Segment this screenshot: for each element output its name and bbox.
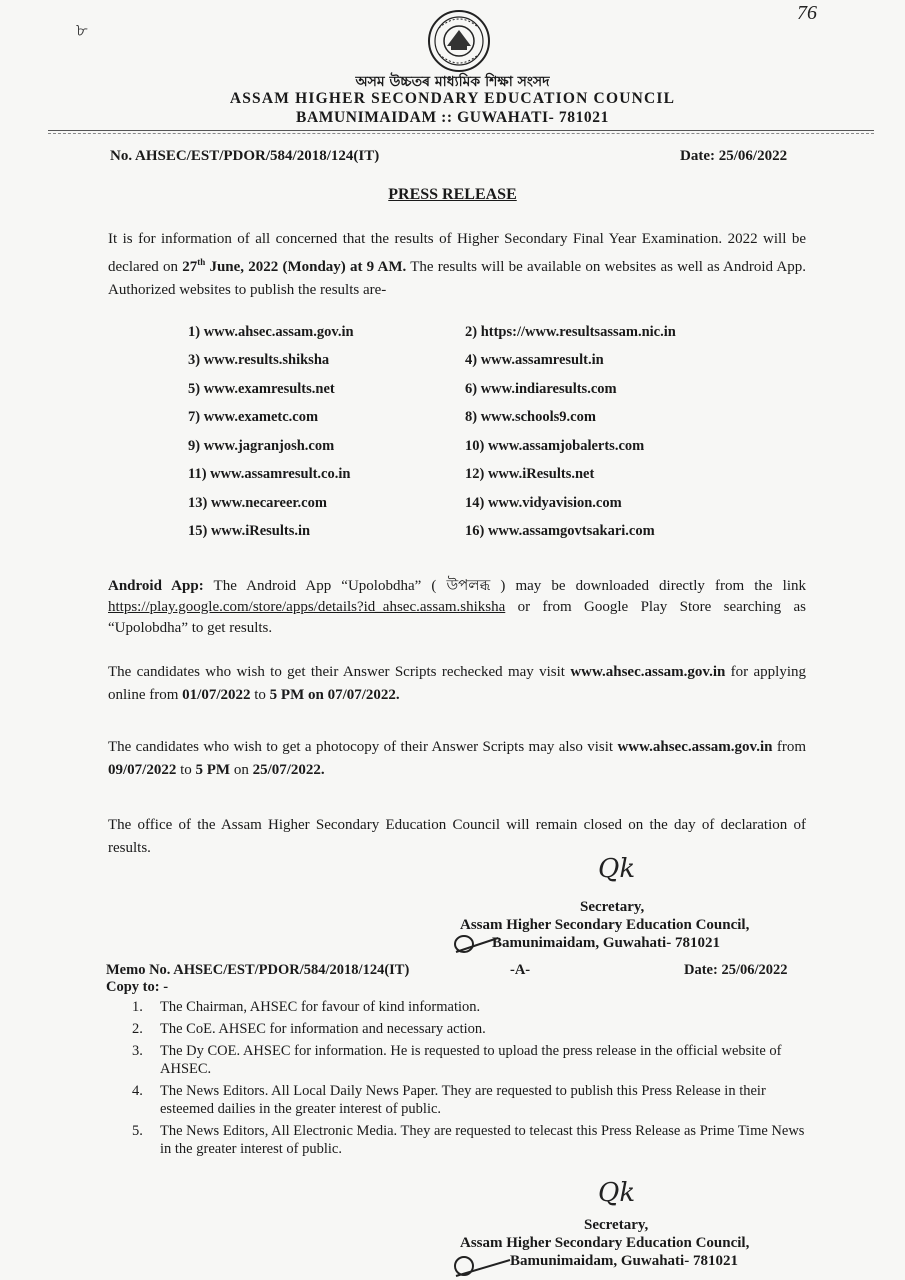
copy-to-list — [132, 998, 812, 1162]
office-seal-scribble-icon — [452, 930, 500, 956]
office-seal-scribble-icon-2 — [452, 1250, 512, 1278]
council-name: ASSAM HIGHER SECONDARY EDUCATION COUNCIL — [229, 90, 676, 107]
document-title: PRESS RELEASE — [388, 186, 517, 203]
signatory-title: Secretary, — [580, 899, 645, 915]
list-item: 5. The News Editors, All Electronic Media. They are requested to telecast this Press Release as Prime Time News in the greater interest of public. — [132, 1123, 805, 1157]
memo-number: Memo No. AHSEC/EST/PDOR/584/2018/124(IT) — [106, 962, 410, 978]
signatory-address: Bamunimaidam, Guwahati- 781021 — [492, 935, 720, 951]
council-name-bengali: অসম উচ্চতৰ মাধ্যমিক শিক্ষা সংসদ — [355, 74, 550, 90]
list-item: 7) www.exametc.com 8) www.schools9.com — [188, 409, 596, 426]
play-store-link[interactable]: https://play.google.com/store/apps/details?id_ahsec.assam.shiksha — [108, 599, 506, 615]
list-item: 9) www.jagranjosh.com 10) www.assamjobalerts.com — [188, 437, 645, 454]
list-item: 3. The Dy COE. AHSEC for information. He is requested to upload the press release in the official website of AHSEC. — [132, 1043, 782, 1077]
memo-date: Date: 25/06/2022 — [684, 962, 788, 978]
list-item: 5) www.examresults.net 6) www.indiaresults.com — [188, 380, 617, 397]
reference-number: No. AHSEC/EST/PDOR/584/2018/124(IT) — [110, 148, 380, 164]
header-divider-dashed — [48, 133, 874, 134]
recheck-paragraph: The candidates who wish to get their Answer Scripts rechecked may visit www.ahsec.assam.gov.in for applying online from 01/07/2022 to 5 PM on 07/07/2022. — [108, 664, 807, 703]
closure-paragraph: The office of the Assam Higher Secondary Education Council will remain closed on the day of declaration of results. — [108, 817, 806, 856]
signature-mark: Qk — [598, 854, 636, 884]
list-item: 1. The Chairman, AHSEC for favour of kind information. — [132, 999, 481, 1015]
list-item: 1) www.ahsec.assam.gov.in 2) https://www.resultsassam.nic.in — [188, 323, 676, 340]
list-item: 4. The News Editors. All Local Daily News Paper. They are requested to publish this Press Release in their esteemed dailies in the greater interest of public. — [132, 1083, 766, 1117]
handwritten-mark: ৮ — [76, 20, 88, 40]
signature-mark-2: Qk — [598, 1178, 636, 1208]
android-app-paragraph: Android App: The Android App “Upolobdha” ( উপলব্ধ ) may be downloaded directly from the link https://play.google.com/store/apps/details?id_ahsec.assam.shiksha or from Google Play Store searching as “Upolobdha” to get results. — [108, 578, 806, 636]
handwritten-page-number: 76 — [797, 2, 817, 24]
issue-date: Date: 25/06/2022 — [680, 148, 788, 164]
list-item: 13) www.necareer.com 14) www.vidyavision.com — [188, 494, 622, 511]
signatory-office: Assam Higher Secondary Education Council, — [460, 917, 750, 933]
signatory-address-2: Bamunimaidam, Guwahati- 781021 — [510, 1253, 738, 1269]
signature-block — [460, 898, 800, 952]
memo-separator: -A- — [510, 962, 531, 978]
list-item: 15) www.iResults.in 16) www.assamgovtsakari.com — [188, 523, 655, 540]
list-item: 3) www.results.shiksha 4) www.assamresult.in — [188, 352, 604, 369]
council-emblem-icon — [425, 8, 493, 74]
copy-to-label: Copy to: - — [106, 979, 169, 995]
authorized-websites-list — [188, 318, 748, 546]
list-item: 2. The CoE. AHSEC for information and necessary action. — [132, 1021, 486, 1037]
intro-paragraph: It is for information of all concerned that the results of Higher Secondary Final Year Examination. 2022 will be declared on 27th June, 2022 (Monday) at 9 AM. The results will be available on websites as well as Android App. Authorized websites to publish the results are- — [108, 231, 807, 298]
photocopy-paragraph: The candidates who wish to get a photocopy of their Answer Scripts may also visit www.ahsec.assam.gov.in from 09/07/2022 to 5 PM on 25/07/2022. — [108, 739, 806, 778]
council-address: BAMUNIMAIDAM :: GUWAHATI- 781021 — [296, 109, 609, 126]
signatory-title-2: Secretary, — [584, 1217, 649, 1233]
header-divider — [48, 130, 874, 131]
list-item: 11) www.assamresult.co.in 12) www.iResults.net — [188, 466, 595, 483]
signatory-office-2: Assam Higher Secondary Education Council, — [460, 1235, 750, 1251]
